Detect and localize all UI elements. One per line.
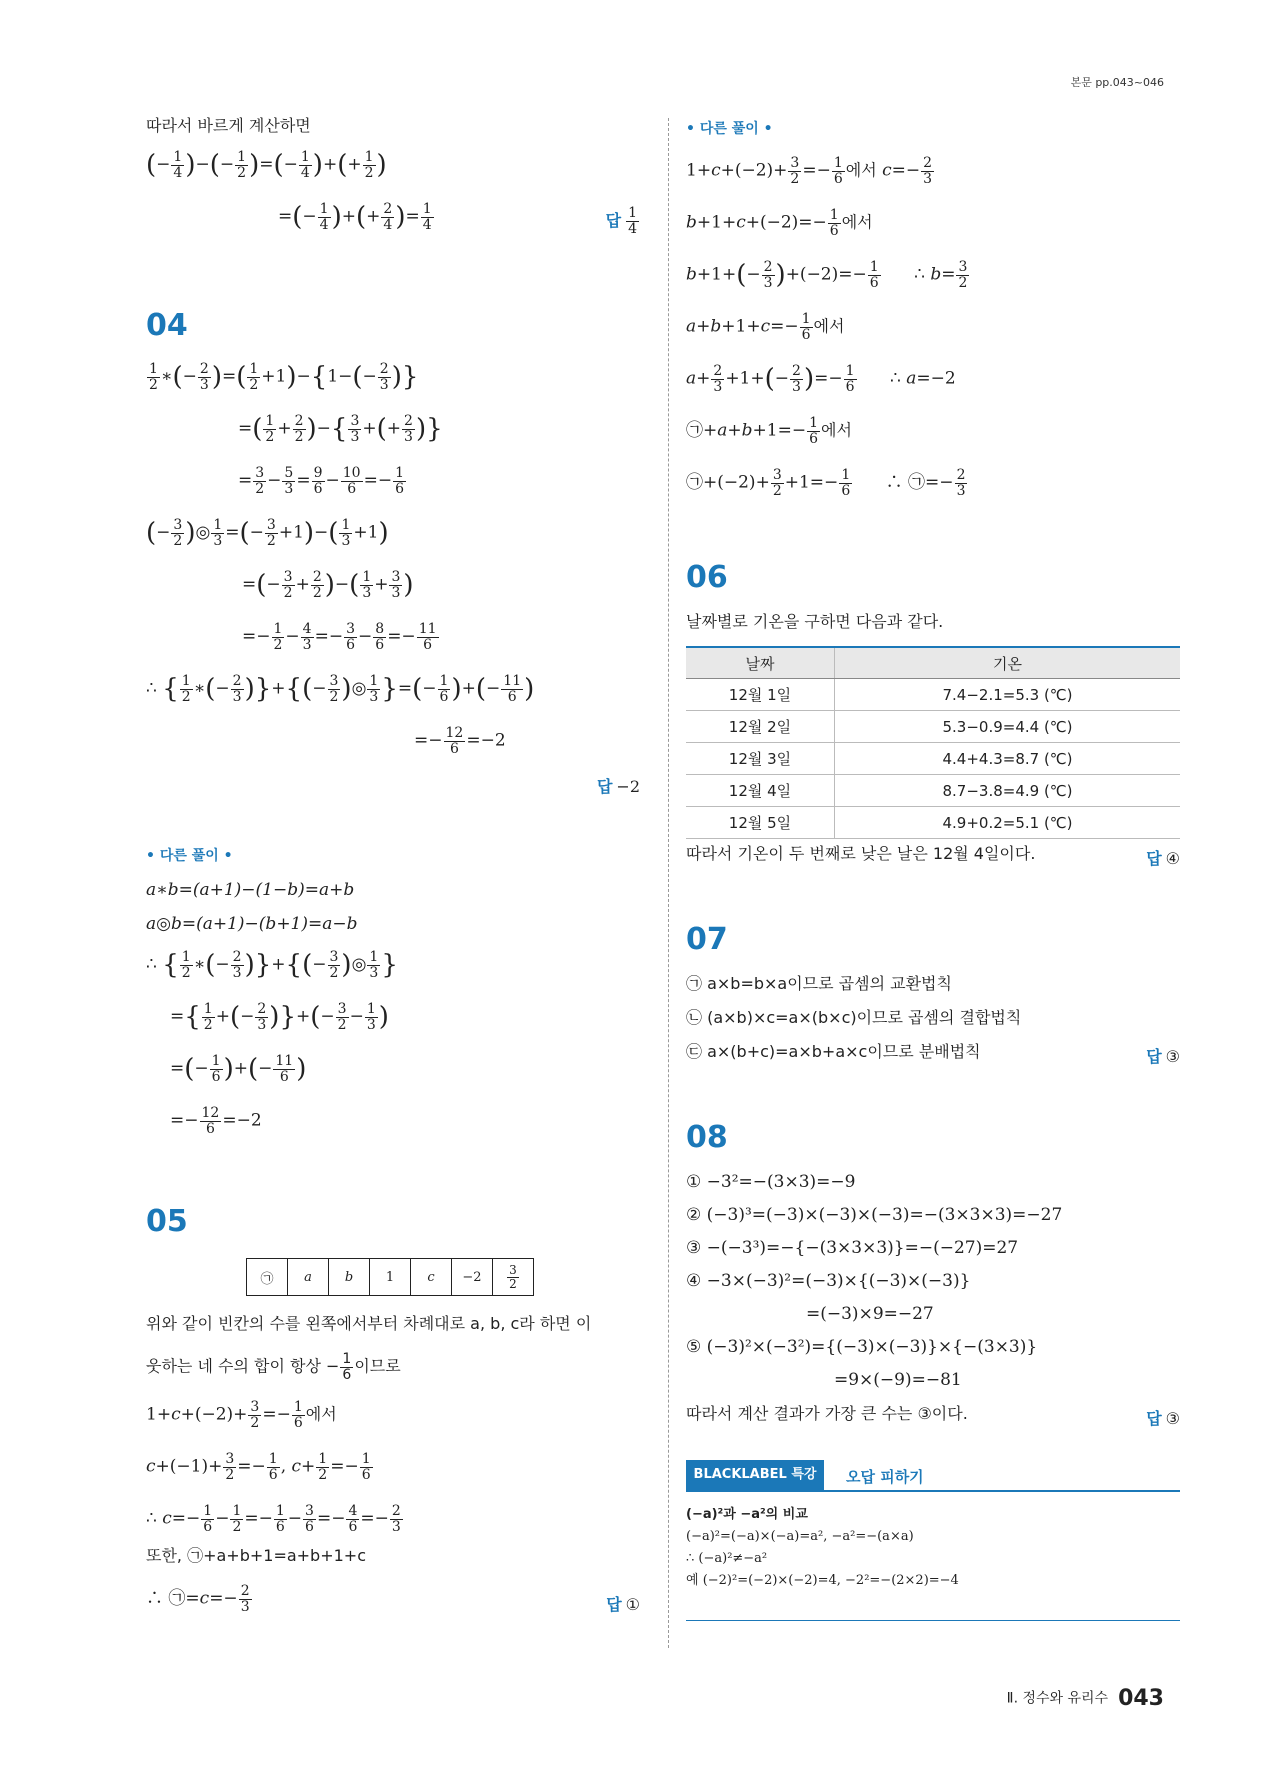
equation-line: ∴ { $\frac{1}{2}$ ∗(− $\frac{2}{3}$ )}+{(− $\frac{3}{2}$ )◎ $\frac{1}{3}$ }=(− $\frac{1}{6}$ )+(− $\frac{11}{6}$ ) (146, 673, 535, 705)
page-reference: 본문 pp.043~046 (1070, 76, 1164, 89)
equation-line: $\frac{1}{2}$ ∗(− $\frac{2}{3}$ )=( $\frac{1}{2}$ +1)−{1−(− $\frac{2}{3}$ )} (149, 361, 419, 393)
answer: 답 ① (606, 1595, 640, 1614)
section-title: 08 (686, 1120, 728, 1155)
table-cell: 12월 2일 (686, 711, 835, 743)
equation-line: =− $\frac{1}{2}$ − $\frac{4}{3}$ =− $\frac{3}{6}$ − $\frac{8}{6}$ =− $\frac{11}{6}$ (242, 621, 437, 653)
equation-line: b+1+(− $\frac{2}{3}$ )+(−2)=− $\frac{1}{6}$ ∴ b= $\frac{3}{2}$ (686, 259, 968, 291)
equation-line: ㉠+(−2)+ $\frac{3}{2}$ +1=− $\frac{1}{6}$ ∴ ㉠=− $\frac{2}{3}$ (686, 467, 966, 499)
blank-cell: c (411, 1259, 452, 1296)
table-cell: 5.3−0.9=4.4 (℃) (835, 711, 1181, 743)
answer: 답 −2 (596, 777, 640, 796)
page-footer (1007, 1686, 1164, 1711)
paragraph: ㉡ (a×b)×c=a×(b×c)이므로 곱셈의 결합법칙 (686, 1008, 1022, 1027)
equation-line: 1+c+(−2)+ $\frac{3}{2}$ =− $\frac{1}{6}$ 에서 (146, 1399, 337, 1431)
equation-line: (− $\frac{1}{4}$ )−(− $\frac{1}{2}$ )=(− $\frac{1}{4}$ )+(+ $\frac{1}{2}$ ) (146, 149, 387, 181)
page-number: 043 (1118, 1686, 1164, 1711)
table-cell: 4.4+4.3=8.7 (℃) (835, 743, 1181, 775)
paragraph: 위와 같이 빈칸의 수를 왼쪽에서부터 차례대로 a, b, c라 하면 이 (146, 1314, 592, 1333)
blank-cells-table (246, 1258, 534, 1296)
blank-cell: a (288, 1259, 329, 1296)
blank-cell: b (329, 1259, 370, 1296)
table-row (686, 743, 1180, 775)
section-title: 07 (686, 922, 728, 957)
blacklabel-title: 오답 피하기 (846, 1468, 924, 1486)
paragraph: ㉢ a×(b+c)=a×b+a×c이므로 분배법칙 (686, 1042, 981, 1061)
answer: 답 $\frac{1}{4}$ (605, 205, 637, 237)
equation-line: =(− $\frac{3}{2}$ + $\frac{2}{2}$ )−( $\frac{1}{3}$ + $\frac{3}{3}$ ) (242, 569, 414, 601)
blacklabel-line: (−a)²=(−a)×(−a)=a², −a²=−(a×a) (686, 1529, 914, 1545)
equation-line: 또한, ㉠+a+b+1=a+b+1+c (146, 1546, 367, 1565)
table-cell: 4.9+0.2=5.1 (℃) (835, 807, 1181, 839)
equation-line: =(− $\frac{1}{6}$ )+(− $\frac{11}{6}$ ) (170, 1053, 307, 1085)
blacklabel-line: 예 (−2)²=(−2)×(−2)=4, −2²=−(2×2)=−4 (686, 1573, 959, 1589)
alternative-solution-label: • 다른 풀이 • (686, 121, 773, 137)
table-header: 날짜 (686, 647, 835, 679)
equation-line: =9×(−9)=−81 (834, 1370, 962, 1390)
equation-line: a∗b=(a+1)−(1−b)=a+b (146, 880, 355, 900)
blacklabel-line: ∴ (−a)²≠−a² (686, 1551, 768, 1567)
table-row (686, 775, 1180, 807)
chapter-title: Ⅱ. 정수와 유리수 (1006, 1690, 1109, 1707)
paragraph: 웃하는 네 수의 합이 항상 − $\frac{1}{6}$ 이므로 (146, 1351, 401, 1383)
answer: 답 ④ (1146, 849, 1180, 868)
equation-line: ㉠+a+b+1=− $\frac{1}{6}$ 에서 (686, 415, 852, 447)
blacklabel-body (686, 1504, 959, 1592)
equation-line: (− $\frac{3}{2}$ )◎ $\frac{1}{3}$ =(− $\frac{3}{2}$ +1)−( $\frac{1}{3}$ +1) (146, 517, 389, 549)
alternative-solution-label: • 다른 풀이 • (146, 848, 233, 864)
blacklabel-tag: BLACKLABEL 특강 (686, 1460, 824, 1490)
equation-line: =( $\frac{1}{2}$ + $\frac{2}{2}$ )−{ $\frac{3}{3}$ +(+ $\frac{2}{3}$ )} (238, 413, 443, 445)
equation-line: a◎b=(a+1)−(b+1)=a−b (146, 914, 358, 934)
paragraph: 따라서 기온이 두 번째로 낮은 날은 12월 4일이다. (686, 844, 1036, 863)
equation-line: a+ $\frac{2}{3}$ +1+(− $\frac{2}{3}$ )=− $\frac{1}{6}$ ∴ a=−2 (686, 363, 956, 395)
equation-line: ④ −3×(−3)²=(−3)×{(−3)×(−3)} (686, 1271, 971, 1291)
equation-line: ∴ ㉠=c=− $\frac{2}{3}$ (146, 1583, 250, 1615)
section-title: 04 (146, 308, 188, 343)
equation-line: =− $\frac{12}{6}$ =−2 (414, 725, 506, 757)
blank-cell: −2 (452, 1259, 493, 1296)
equation-line: ② (−3)³=(−3)×(−3)×(−3)=−(3×3×3)=−27 (686, 1205, 1063, 1225)
equation-line: = $\frac{3}{2}$ − $\frac{5}{3}$ = $\frac{9}{6}$ − $\frac{10}{6}$ =− $\frac{1}{6}$ (238, 465, 405, 497)
blank-cell: ㉠ (247, 1259, 288, 1296)
table-cell: 12월 1일 (686, 679, 835, 711)
table-row (686, 807, 1180, 839)
equation-line: ⑤ (−3)²×(−3²)={(−3)×(−3)}×{−(3×3)} (686, 1337, 1038, 1357)
equation-line: ③ −(−3³)=−{−(3×3×3)}=−(−27)=27 (686, 1238, 1019, 1258)
paragraph: ㉠ a×b=b×a이므로 곱셈의 교환법칙 (686, 974, 952, 993)
table-cell: 12월 4일 (686, 775, 835, 807)
column-divider (668, 118, 669, 1648)
paragraph: 날짜별로 기온을 구하면 다음과 같다. (686, 612, 944, 631)
paragraph: 따라서 계산 결과가 가장 큰 수는 ③이다. (686, 1404, 968, 1423)
section-title: 06 (686, 560, 728, 595)
blank-cell: $\frac{3}{2}$ (493, 1259, 534, 1296)
table-row (686, 711, 1180, 743)
blacklabel-divider (686, 1620, 1180, 1621)
table-cell: 8.7−3.8=4.9 (℃) (835, 775, 1181, 807)
table-cell: 12월 3일 (686, 743, 835, 775)
equation-line: =− $\frac{12}{6}$ =−2 (170, 1105, 262, 1137)
equation-line: c+(−1)+ $\frac{3}{2}$ =− $\frac{1}{6}$ , c+ $\frac{1}{2}$ =− $\frac{1}{6}$ (146, 1451, 371, 1483)
answer: 답 ③ (1146, 1409, 1180, 1428)
equation-line: =(− $\frac{1}{4}$ )+(+ $\frac{2}{4}$ )= $\frac{1}{4}$ (278, 201, 432, 233)
table-header: 기온 (835, 647, 1181, 679)
table-cell: 7.4−2.1=5.3 (℃) (835, 679, 1181, 711)
table-cell: 12월 5일 (686, 807, 835, 839)
equation-line: 1+c+(−2)+ $\frac{3}{2}$ =− $\frac{1}{6}$ 에서 c=− $\frac{2}{3}$ (686, 155, 933, 187)
blacklabel-box (686, 1460, 1180, 1630)
answer: 답 ③ (1146, 1047, 1180, 1066)
temperature-table (686, 646, 1180, 839)
blacklabel-heading: (−a)²과 −a²의 비교 (686, 1507, 808, 1522)
equation-line: b+1+c+(−2)=− $\frac{1}{6}$ 에서 (686, 207, 873, 239)
intro-text: 따라서 바르게 계산하면 (146, 116, 311, 135)
equation-line: ={ $\frac{1}{2}$ +(− $\frac{2}{3}$ )}+(− $\frac{3}{2}$ − $\frac{1}{3}$ ) (170, 1001, 389, 1033)
equation-line: ∴ { $\frac{1}{2}$ ∗(− $\frac{2}{3}$ )}+{(− $\frac{3}{2}$ )◎ $\frac{1}{3}$ } (146, 949, 398, 981)
table-row (686, 679, 1180, 711)
equation-line: ① −3²=−(3×3)=−9 (686, 1172, 856, 1192)
equation-line: ∴ c=− $\frac{1}{6}$ − $\frac{1}{2}$ =− $\frac{1}{6}$ − $\frac{3}{6}$ =− $\frac{4}{6}$ =− $\frac{2}{3}$ (146, 1503, 401, 1535)
blank-cell: 1 (370, 1259, 411, 1296)
equation-line: =(−3)×9=−27 (806, 1304, 934, 1324)
equation-line: a+b+1+c=− $\frac{1}{6}$ 에서 (686, 311, 845, 343)
section-title: 05 (146, 1204, 188, 1239)
